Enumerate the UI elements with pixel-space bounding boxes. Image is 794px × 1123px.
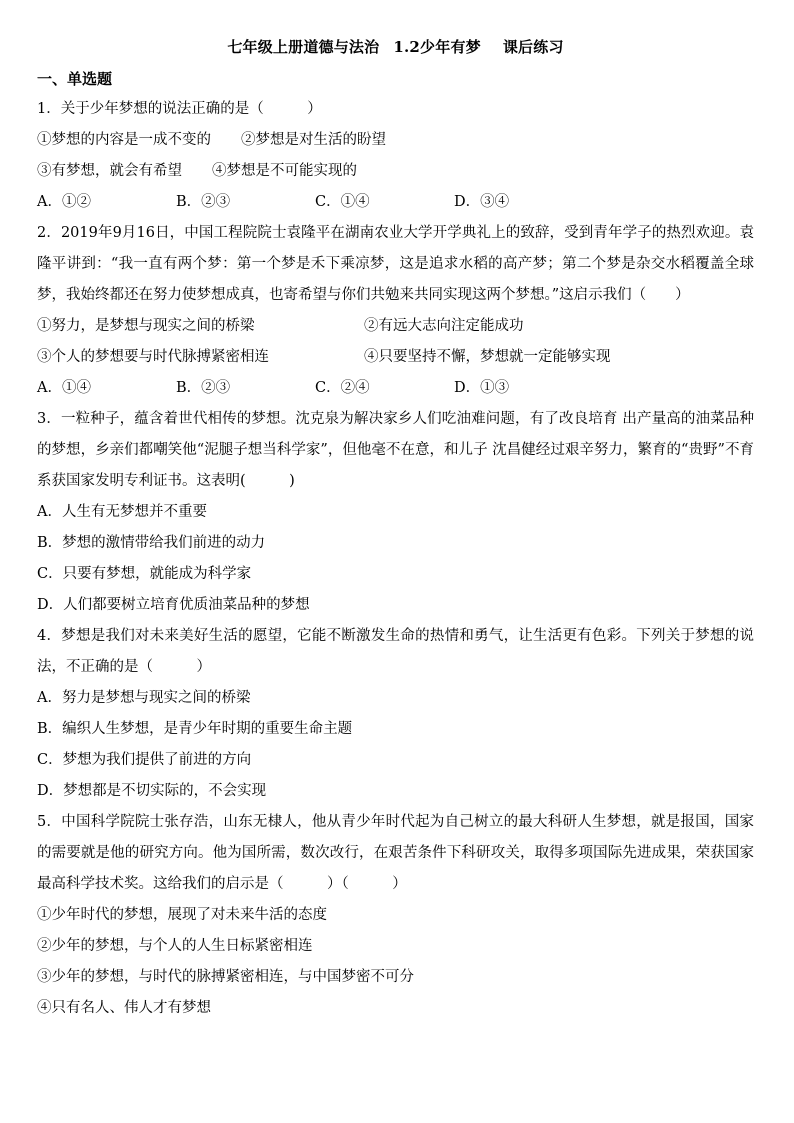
statement: ④梦想是不可能实现的: [212, 163, 357, 179]
choice: C．只要有梦想，就能成为科学家: [37, 566, 252, 582]
title-subject: 七年级上册道德与法治: [227, 38, 380, 56]
question-1-stem: 1．关于少年梦想的说法正确的是（ ）: [37, 101, 322, 117]
statement: ③个人的梦想要与时代脉搏紧密相连: [37, 349, 269, 365]
statement: ③有梦想，就会有希望: [37, 163, 182, 179]
choice: B．梦想的激情带给我们前进的动力: [37, 535, 266, 551]
question-4: [37, 621, 754, 807]
statement: ①努力，是梦想与现实之间的桥梁: [37, 318, 255, 334]
option: D．③④: [454, 194, 510, 210]
choice: D．人们都要树立培育优质油菜品种的梦想: [37, 597, 310, 613]
statement: ①梦想的内容是一成不变的: [37, 132, 211, 148]
choice: B．编织人生梦想，是青少年时期的重要生命主题: [37, 721, 353, 737]
title-lesson: 1.2少年有梦: [393, 38, 481, 56]
statement: ①少年时代的梦想，展现了对未来牛活的态度: [37, 907, 327, 923]
statement: ②有远大志向注定能成功: [364, 318, 524, 334]
section-heading: 一、单选题: [37, 70, 113, 88]
choice: A．人生有无梦想并不重要: [37, 504, 207, 520]
option: C．②④: [315, 380, 370, 396]
option: D．①③: [454, 380, 510, 396]
option: C．①④: [315, 194, 370, 210]
question-1-statements-row: [37, 156, 754, 187]
question-1: [37, 94, 754, 218]
question-5-stem: 5．中国科学院院士张存浩，山东无棣人，他从青少年时代起为自己树立的最大科研人生梦想，就是报国，国家的需要就是他的研究方向。他为国所需，数次改行，在艰苦条件下科研攻关，取得多项国际先进成果，荣获国家最高科学技术奖。这给我们的启示是（ ）（ ）: [37, 814, 754, 892]
option: A．①④: [37, 380, 91, 396]
question-2-statements-row: [37, 311, 754, 342]
option: A．①②: [37, 194, 91, 210]
question-2-statements-row: [37, 342, 754, 373]
statement: ②少年的梦想，与个人的人生日标紧密相连: [37, 938, 313, 954]
question-1-options: [37, 187, 754, 218]
question-3: [37, 404, 754, 621]
choice: A．努力是梦想与现实之间的桥梁: [37, 690, 251, 706]
question-2-options: [37, 373, 754, 404]
title-type: 课后练习: [502, 38, 564, 56]
question-2: [37, 218, 754, 404]
statement: ④只有名人、伟人才有梦想: [37, 1000, 211, 1016]
choice: D．梦想都是不切实际的，不会实现: [37, 783, 267, 799]
statement: ③少年的梦想，与时代的脉搏紧密相连，与中国梦密不可分: [37, 969, 414, 985]
question-4-stem: 4．梦想是我们对未来美好生活的愿望，它能不断激发生命的热情和勇气，让生活更有色彩。下列关于梦想的说法，不正确的是（ ）: [37, 628, 754, 675]
question-2-stem: 2．2019年9月16日，中国工程院院士袁隆平在湖南农业大学开学典礼上的致辞，受到青年学子的热烈欢迎。袁隆平讲到：“我一直有两个梦：第一个梦是禾下乘凉梦，这是追求水稻的高产梦；第二个梦是杂交水稻覆盖全球梦，我始终都还在努力使梦想成真，也寄希望与你们共勉来共同实现这两个梦想。”这启示我们（ ）: [37, 225, 754, 303]
statement: ②梦想是对生活的盼望: [241, 132, 386, 148]
page-title: [37, 36, 754, 58]
question-5: [37, 807, 754, 1024]
question-3-stem: 3．一粒种子，蕴含着世代相传的梦想。沈克泉为解决家乡人们吃油难问题，有了改良培育 出产量高的油菜品种的梦想，乡亲们都嘲笑他“泥腿子想当科学家”，但他毫不在意，和儿子 沈昌健经过艰辛努力，繁育的“贵野”不育系获国家发明专利证书。这表明( ): [37, 411, 754, 489]
option: B．②③: [176, 194, 231, 210]
option: B．②③: [176, 380, 231, 396]
statement: ④只要坚持不懈，梦想就一定能够实现: [364, 349, 611, 365]
question-1-statements-row: [37, 125, 754, 156]
choice: C．梦想为我们提供了前进的方向: [37, 752, 252, 768]
